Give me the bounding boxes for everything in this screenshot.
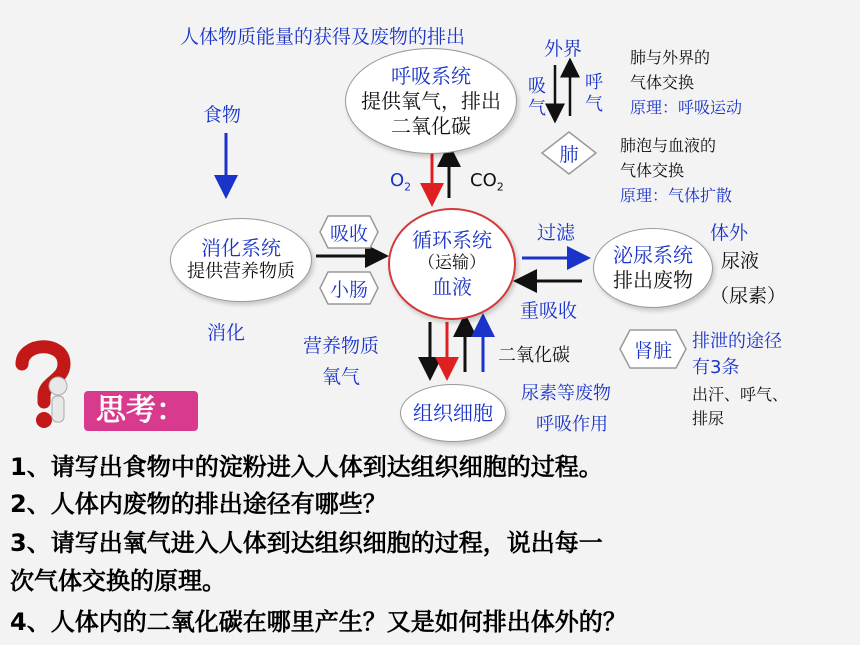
nutrients-label: 营养物质 [303,335,380,357]
absorb-label: 吸收 [329,222,368,245]
urine-label: 尿液 [721,250,760,272]
small-intestine-badge [318,270,380,306]
lung-label: 肺 [559,143,579,166]
digest-label: 消化 [207,322,246,344]
diagram-title: 人体物质能量的获得及废物的排出 [180,26,466,48]
alveoli-exchange-1: 肺泡与血液的 [620,136,717,155]
blood-label: 血液 [432,274,472,299]
respiratory-desc-2: 二氧化碳 [391,113,471,138]
question-1: 1、请写出食物中的淀粉进入人体到达组织细胞的过程。 [10,453,603,481]
circulatory-sub: （运输） [418,253,486,274]
excretion-list-1: 出汗、呼气、 [692,385,789,404]
alveoli-principle: 原理：气体扩散 [620,186,733,205]
respiratory-desc-1: 提供氧气，排出 [361,88,501,113]
think-label: 思考： [84,391,198,431]
lung-badge [540,130,598,176]
lung-exchange-1: 肺与外界的 [630,48,711,67]
co2-label [470,170,504,194]
lung-exchange-2: 气体交换 [630,73,695,92]
excretion-ways-1: 排泄的途径 [692,331,782,352]
circulatory-system-name: 循环系统 [412,228,492,253]
question-3-cont: 次气体交换的原理。 [10,567,226,595]
question-3: 3、请写出氧气进入人体到达组织细胞的过程，说出每一 [10,529,603,557]
kidney-label: 肾脏 [633,339,672,362]
respiratory-system-name: 呼吸系统 [391,63,471,88]
question-mark-icon [8,334,78,430]
respiration-label: 呼吸作用 [536,414,608,435]
question-4: 4、人体内的二氧化碳在哪里产生？又是如何排出体外的？ [10,608,627,636]
excretion-list-2: 排尿 [692,409,725,428]
question-2: 2、人体内废物的排出途径有哪些？ [10,490,387,518]
digestive-system-name: 消化系统 [201,236,281,261]
urea-waste-label: 尿素等废物 [521,383,611,404]
co2-text: CO [470,170,497,191]
co2-text-label: 二氧化碳 [498,345,570,366]
filter-label: 过滤 [537,222,576,244]
small-intestine-label: 小肠 [329,278,368,301]
oxygen-label: 氧气 [322,366,361,388]
exhale-label: 呼气 [585,72,603,115]
digestive-system-node [170,218,312,302]
urea-label: （尿素） [710,285,787,307]
food-label: 食物 [203,104,242,126]
digestive-desc: 提供营养物质 [187,261,295,283]
co2-subscript: 2 [496,180,504,194]
circulatory-system-node [388,208,516,320]
absorb-badge [318,214,380,250]
kidney-badge [618,328,688,370]
o2-label [390,170,411,194]
respiratory-system-node [345,48,517,154]
o2-text: O [390,170,405,191]
body-outside-label: 体外 [710,222,749,244]
inhale-label: 吸气 [528,76,546,119]
alveoli-exchange-2: 气体交换 [620,161,685,180]
urinary-system-node [593,228,713,308]
urinary-desc: 排出废物 [613,268,693,292]
outside-label: 外界 [544,38,583,60]
tissue-cells-node [400,384,506,442]
lung-principle: 原理：呼吸运动 [630,98,743,117]
tissue-cells-name: 组织细胞 [413,400,493,425]
o2-subscript: 2 [404,180,412,194]
reabsorb-label: 重吸收 [520,300,578,322]
urinary-system-name: 泌尿系统 [613,243,693,267]
excretion-ways-2: 有3条 [692,357,740,378]
